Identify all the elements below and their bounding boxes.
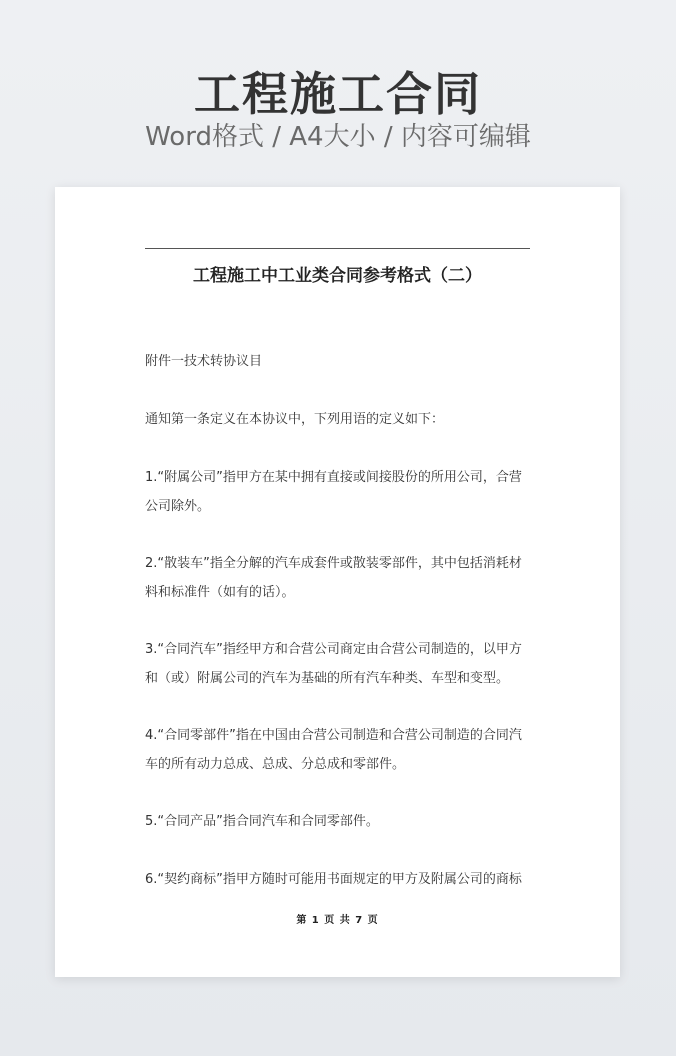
paragraph-item-3: 3.“合同汽车”指经甲方和合营公司商定由合营公司制造的，以甲方和（或）附属公司的汽车为基础的所有汽车种类、车型和变型。 xyxy=(145,642,522,686)
paragraph-item-2: 2.“散装车”指全分解的汽车成套件或散装零部件，其中包括消耗材料和标准件（如有的话）。 xyxy=(145,556,522,600)
banner-subtitle: Word格式 / A4大小 / 内容可编辑 xyxy=(145,122,531,152)
paragraph-item-1: 1.“附属公司”指甲方在某中拥有直接或间接股份的所用公司，合营公司除外。 xyxy=(145,470,522,514)
banner-title: 工程施工合同 xyxy=(194,67,482,121)
paragraph-item-6: 6.“契约商标”指甲方随时可能用书面规定的甲方及附属公司的商标 xyxy=(145,872,522,887)
page-number-footer: 第 1 页 共 7 页 xyxy=(296,915,379,926)
header-rule xyxy=(145,248,530,249)
document-title: 工程施工中工业类合同参考格式（二） xyxy=(193,266,482,286)
paragraph-item-4: 4.“合同零部件”指在中国由合营公司制造和合营公司制造的合同汽车的所有动力总成、总成、分总成和零部件。 xyxy=(145,728,522,772)
paragraph-definitions-intro: 通知第一条定义在本协议中，下列用语的定义如下： xyxy=(145,412,445,427)
paragraph-item-5: 5.“合同产品”指合同汽车和合同零部件。 xyxy=(145,814,379,829)
document-page xyxy=(55,187,620,977)
paragraph-attachment: 附件一技术转协议目 xyxy=(145,354,263,369)
